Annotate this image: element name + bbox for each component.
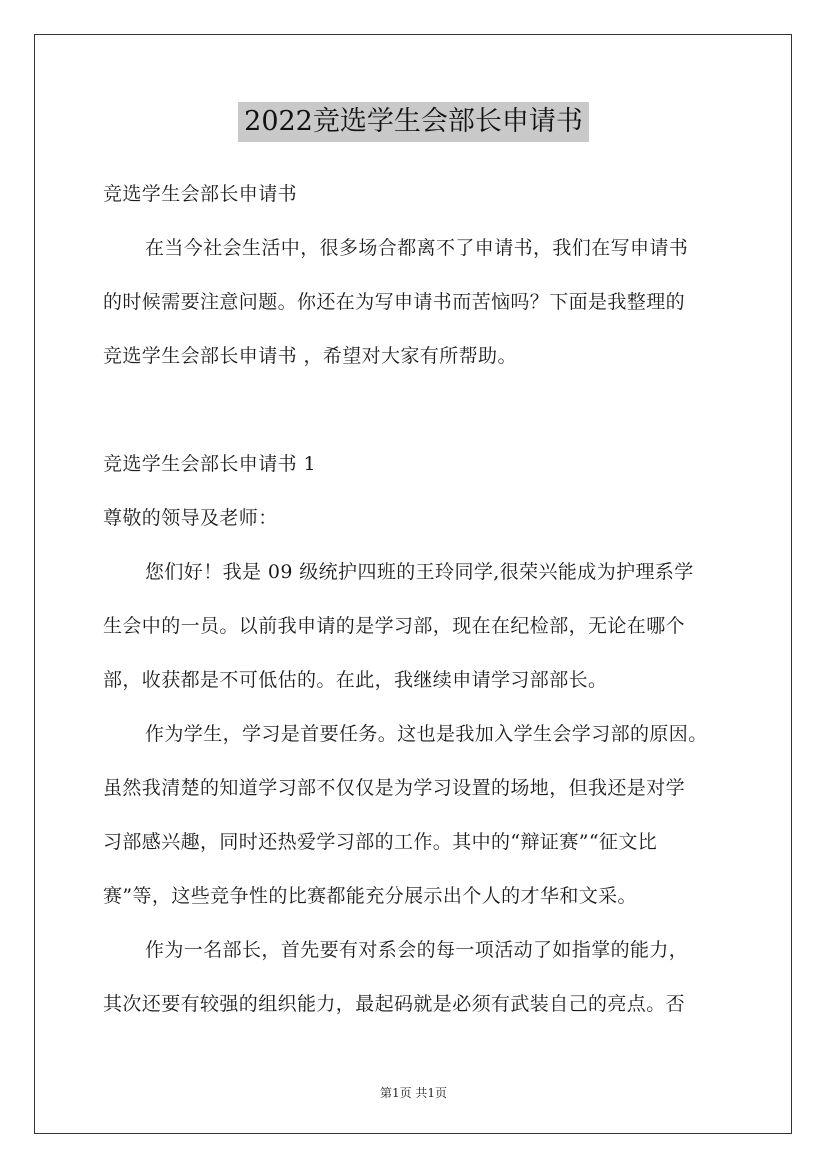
title-container xyxy=(0,102,827,142)
paragraph-line: 在当今社会生活中，很多场合都离不了申请书，我们在写申请书 xyxy=(145,237,689,259)
document-title: 2022竞选学生会部长申请书 xyxy=(238,102,589,142)
paragraph-line: 习部感兴趣，同时还热爱学习部的工作。其中的“辩证赛”“征文比 xyxy=(103,831,658,853)
paragraph-line: 的时候需要注意问题。你还在为写申请书而苦恼吗？下面是我整理的 xyxy=(103,291,686,313)
paragraph-line: 虽然我清楚的知道学习部不仅仅是为学习设置的场地，但我还是对学 xyxy=(103,777,686,799)
paragraph-line: 作为学生，学习是首要任务。这也是我加入学生会学习部的原因。 xyxy=(145,723,708,745)
paragraph-line: 其次还要有较强的组织能力，最起码就是必须有武装自己的亮点。否 xyxy=(103,993,686,1015)
page-number-footer: 第1页 共1页 xyxy=(379,1086,448,1100)
paragraph-line: 作为一名部长，首先要有对系会的每一项活动了如指掌的能力， xyxy=(145,939,689,961)
paragraph-line: 赛”等，这些竞争性的比赛都能充分展示出个人的才华和文采。 xyxy=(103,885,637,907)
section-heading: 竞选学生会部长申请书 1 xyxy=(103,453,316,475)
paragraph-line: 竞选学生会部长申请书 ，希望对大家有所帮助。 xyxy=(103,345,517,367)
subtitle-line: 竞选学生会部长申请书 xyxy=(103,183,298,205)
salutation-line: 尊敬的领导及老师： xyxy=(103,507,278,529)
paragraph-line: 生会中的一员。以前我申请的是学习部，现在在纪检部，无论在哪个 xyxy=(103,615,686,637)
paragraph-line: 部，收获都是不可低估的。在此，我继续申请学习部部长。 xyxy=(103,669,608,691)
paragraph-line: 您们好！我是 09 级统护四班的王玲同学,很荣兴能成为护理系学 xyxy=(145,561,694,583)
